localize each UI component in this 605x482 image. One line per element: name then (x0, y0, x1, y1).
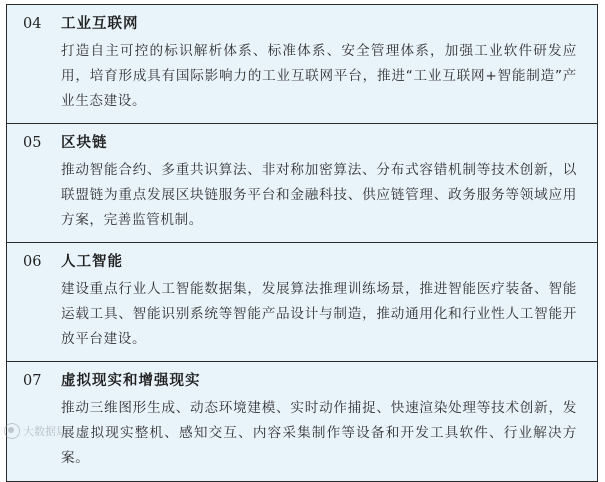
watermark-text: 大数据局 (23, 425, 67, 438)
section-number: 04 (23, 16, 42, 32)
content-panel (6, 4, 598, 482)
section-title: 虚拟现实和增强现实 (61, 373, 201, 389)
section-body: 打造自主可控的标识解析体系、标准体系、安全管理体系，加强工业软件研发应用，培育形成具有国际影响力的工业互联网平台，推进“工业互联网+智能制造”产业生态建设。 (61, 43, 577, 109)
logo-icon (4, 423, 20, 439)
section-number: 07 (23, 373, 42, 389)
section-body: 推动三维图形生成、动态环境建模、实时动作捕捉、快速渲染处理等技术创新，发展虚拟现实整机、感知交互、内容采集制作等设备和开发工具软件、行业解决方案。 (61, 400, 577, 466)
section-header (7, 251, 597, 273)
section-header (7, 13, 597, 35)
section-number: 06 (23, 254, 42, 270)
section-title: 工业互联网 (61, 16, 139, 32)
section-header (7, 370, 597, 392)
section-number: 05 (23, 135, 42, 151)
section-body: 推动智能合约、多重共识算法、非对称加密算法、分布式容错机制等技术创新，以联盟链为重点发展区块链服务平台和金融科技、供应链管理、政务服务等领域应用方案，完善监管机制。 (61, 162, 577, 228)
watermark (4, 423, 67, 439)
section-blockchain (7, 124, 597, 243)
section-body: 建设重点行业人工智能数据集，发展算法推理训练场景，推进智能医疗装备、智能运载工具、智能识别系统等智能产品设计与制造，推动通用化和行业性人工智能开放平台建设。 (61, 281, 577, 347)
section-title: 区块链 (61, 135, 108, 151)
section-title: 人工智能 (61, 254, 123, 270)
section-vr-ar (7, 362, 597, 481)
section-header (7, 132, 597, 154)
section-industrial-internet (7, 5, 597, 124)
section-artificial-intelligence (7, 243, 597, 362)
